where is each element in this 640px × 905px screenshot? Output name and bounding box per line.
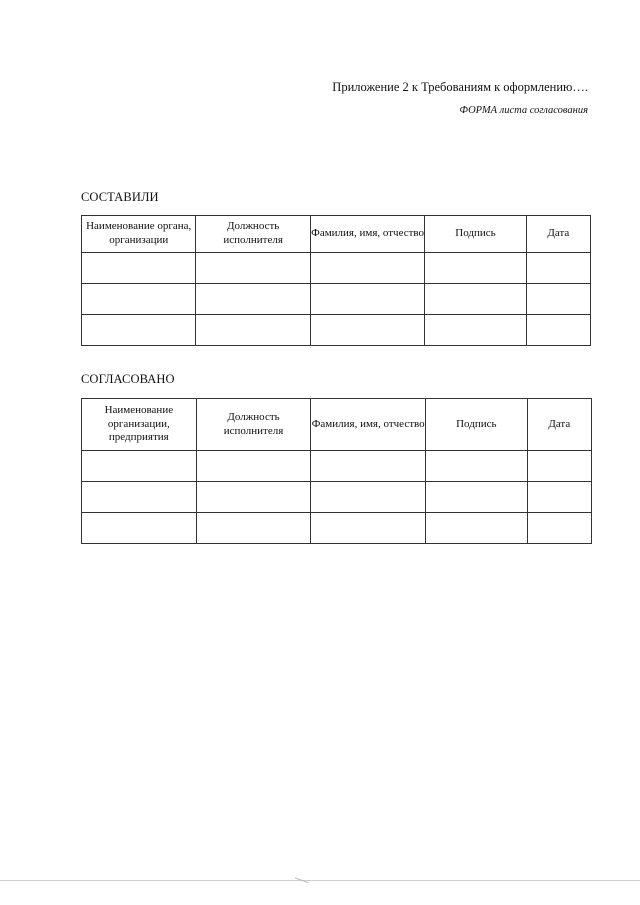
organization-cell [82,315,196,346]
position-cell [196,451,311,482]
column-header-organization: Наименование органа, организации [82,216,196,253]
agreed-table [81,398,592,544]
signature-cell [425,284,526,315]
organization-cell [82,482,197,513]
column-header-full-name: Фамилия, имя, отчество [310,216,424,253]
column-header-date: Дата [526,216,590,253]
table-row [82,315,591,346]
table-header-row [82,216,591,253]
compiled-section-title: СОСТАВИЛИ [81,190,159,204]
column-header-position: Должность исполнителя [196,399,311,451]
organization-cell [82,253,196,284]
organization-cell [82,284,196,315]
full-name-cell [310,253,424,284]
appendix-reference: Приложение 2 к Требованиям к оформлению…. [332,80,588,94]
date-cell [527,482,591,513]
column-header-signature: Подпись [425,216,526,253]
scan-artifact [295,870,311,883]
table-row [82,284,591,315]
date-cell [526,253,590,284]
date-cell [526,284,590,315]
position-cell [196,315,310,346]
column-header-full-name: Фамилия, имя, отчество [311,399,426,451]
column-header-position: Должность исполнителя [196,216,310,253]
organization-cell [82,513,197,544]
table-row [82,482,592,513]
full-name-cell [310,284,424,315]
page-bottom-divider [0,880,640,881]
full-name-cell [311,513,426,544]
date-cell [527,513,591,544]
signature-cell [425,253,526,284]
column-header-organization: Наименование организации, предприятия [82,399,197,451]
full-name-cell [311,482,426,513]
column-header-signature: Подпись [426,399,528,451]
date-cell [526,315,590,346]
table-row [82,253,591,284]
table-row [82,513,592,544]
organization-cell [82,451,197,482]
agreed-section-title: СОГЛАСОВАНО [81,372,175,386]
signature-cell [426,482,528,513]
full-name-cell [311,451,426,482]
form-caption: ФОРМА листа согласования [459,105,588,116]
compiled-table [81,215,591,346]
signature-cell [426,451,528,482]
signature-cell [425,315,526,346]
position-cell [196,284,310,315]
column-header-date: Дата [527,399,591,451]
table-header-row [82,399,592,451]
position-cell [196,513,311,544]
position-cell [196,253,310,284]
signature-cell [426,513,528,544]
full-name-cell [310,315,424,346]
table-row [82,451,592,482]
position-cell [196,482,311,513]
date-cell [527,451,591,482]
